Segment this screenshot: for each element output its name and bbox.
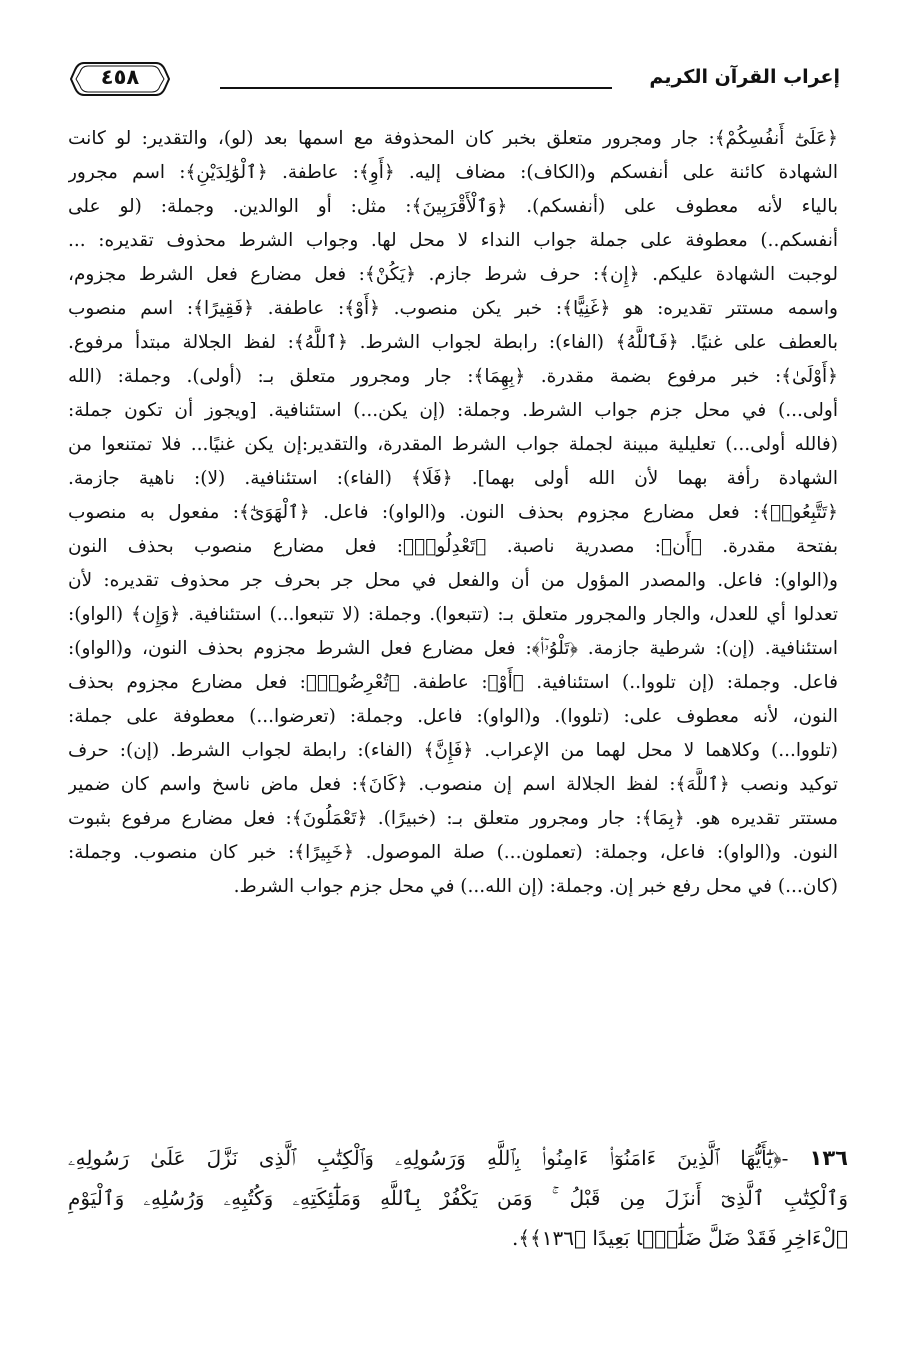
text-line: (كان...) في محل رفع خبر إن. وجملة: (إن الله...) في محل جزم جواب الشرط. — [233, 876, 838, 897]
verse-number: ١٣٦ — [809, 1146, 848, 1170]
text-line: بفتحة مقدرة. ﴿أَن﴾: مصدرية ناصبة. ﴿تَعْدِلُوا۟﴾: فعل مضارع منصوب بحذف النون — [68, 536, 838, 557]
book-title: إعراب القرآن الكريم — [649, 66, 840, 88]
text-line: و(الواو): فاعل. والمصدر المؤول من أن والفعل في محل جر بحرف جر محذوف تقديره: لأن — [68, 570, 838, 591]
header-rule — [220, 87, 612, 89]
text-line: ﴿عَلَىٰٓ أَنفُسِكُمْ﴾: جار ومجرور متعلق بخبر كان المحذوفة مع اسمها بعد (لو)، والتقدير: لو كانت — [68, 128, 838, 149]
commentary-text — [68, 122, 838, 904]
text-line: توكيد ونصب ﴿ٱللَّهَ﴾: لفظ الجلالة اسم إن منصوب. ﴿كَانَ﴾: فعل ماض ناسخ واسم كان ضمير — [68, 774, 838, 795]
text-line: لوجبت الشهادة عليكم. ﴿إِن﴾: حرف شرط جازم. ﴿يَكُنْ﴾: فعل مضارع فعل الشرط مجزوم، — [68, 264, 838, 285]
verse-text: ﴿يَٰٓأَيُّهَا ٱلَّذِينَ ءَامَنُوٓا۟ ءَامِنُوا۟ بِٱللَّهِ وَرَسُولِهِۦ وَٱلْكِتَٰبِ ٱلَّذِى نَزَّلَ عَلَىٰ رَسُولِهِۦ — [68, 1146, 782, 1170]
text-line: بالياء لأنه معطوف على (أنفسكم). ﴿وَٱلْأَقْرَبِينَ﴾: مثل: أو الوالدين. وجملة: (لو على — [68, 196, 838, 217]
text-line: الشهادة كائنة على أنفسكم و(الكاف): مضاف إليه. ﴿أَوِ﴾: عاطفة. ﴿ٱلْوَٰلِدَيْنِ﴾: اسم مجرور — [68, 162, 838, 183]
page-number-frame — [70, 60, 170, 98]
page-header — [70, 60, 840, 100]
verse-line — [68, 1138, 848, 1178]
verse-line: ٱلْءَاخِرِ فَقَدْ ضَلَّ ضَلَٰلًۢا بَعِيدًا ﴿١٣٦﴾﴾. — [511, 1226, 848, 1250]
text-line: مستتر تقديره هو. ﴿بِمَا﴾: جار ومجرور متعلق بـ: (خبيرًا). ﴿تَعْمَلُونَ﴾: فعل مضارع مرفوع بثبوت — [68, 808, 838, 829]
text-line: ﴿أَوْلَىٰ﴾: خبر مرفوع بضمة مقدرة. ﴿بِهِمَا﴾: جار ومجرور متعلق بـ: (أولى). وجملة: (الله — [68, 366, 838, 387]
text-line: الشهادة رأفة بهما لأن الله أولى بهما]. ﴿فَلَا﴾ (الفاء): استئنافية. (لا): ناهية جازمة. — [68, 468, 838, 489]
verse-separator: - — [781, 1146, 810, 1170]
text-line: فاعل. وجملة: (إن تلووا..) استئنافية. ﴿أَوْ﴾: عاطفة. ﴿تُعْرِضُوا۟﴾: فعل مضارع مجزوم بحذف — [68, 672, 838, 693]
page-number: ٤٥٨ — [100, 65, 140, 89]
verse-line: وَٱلْكِتَٰبِ ٱلَّذِىٓ أَنزَلَ مِن قَبْلُ ۚ وَمَن يَكْفُرْ بِٱللَّهِ وَمَلَٰٓئِكَتِهِۦ وَكُتُبِهِۦ وَرُسُلِهِۦ وَٱلْيَوْمِ — [68, 1186, 848, 1210]
text-line: تعدلوا أي للعدل، والجار والمجرور متعلق بـ: (تتبعوا). وجملة: (لا تتبعوا...) استئنافية. ﴿وَإِن﴾ (الواو): — [68, 604, 838, 625]
text-line: ﴿تَتَّبِعُوا۟﴾: فعل مضارع مجزوم بحذف النون. و(الواو): فاعل. ﴿ٱلْهَوَىٰٓ﴾: مفعول به منصوب — [68, 502, 838, 523]
text-line: النون، لأنه معطوف على: (تلووا). و(الواو): فاعل. وجملة: (تعرضوا...) معطوفة على جملة: — [68, 706, 838, 727]
text-line: النون. و(الواو): فاعل، وجملة: (تعملون...) صلة الموصول. ﴿خَبِيرًا﴾: خبر كان منصوب. وجملة: — [68, 842, 838, 863]
text-line: واسمه مستتر تقديره: هو ﴿غَنِيًّا﴾: خبر يكن منصوب. ﴿أَوْ﴾: عاطفة. ﴿فَقِيرًا﴾: اسم منصوب — [68, 298, 838, 319]
text-line: استئنافية. (إن): شرطية جازمة. ﴿تَلْوُۥٓا۟﴾: فعل مضارع فعل الشرط مجزوم بحذف النون، و(الواو): — [68, 638, 838, 659]
text-line: أنفسكم..) معطوفة على جملة جواب النداء لا محل لها. وجواب الشرط محذوف تقديره: ... — [68, 230, 838, 251]
text-line: (فالله أولى...) تعليلية مبينة لجملة جواب الشرط المقدرة، والتقدير:إن يكن غنيًا... فلا تمتنعوا من — [68, 434, 838, 455]
text-line: بالعطف على غنيًا. ﴿فَٱللَّهُ﴾ (الفاء): رابطة لجواب الشرط. ﴿ٱللَّهُ﴾: لفظ الجلالة مبتدأ مرفوع. — [68, 332, 838, 353]
text-line: أولى...) في محل جزم جواب الشرط. وجملة: (إن يكن...) استئنافية. [ويجوز أن تكون جملة: — [68, 400, 838, 421]
text-line: (تلووا...) وكلاهما لا محل لهما من الإعراب. ﴿فَإِنَّ﴾ (الفاء): رابطة لجواب الشرط. (إن): حرف — [68, 740, 838, 761]
verse-136 — [68, 1138, 848, 1258]
